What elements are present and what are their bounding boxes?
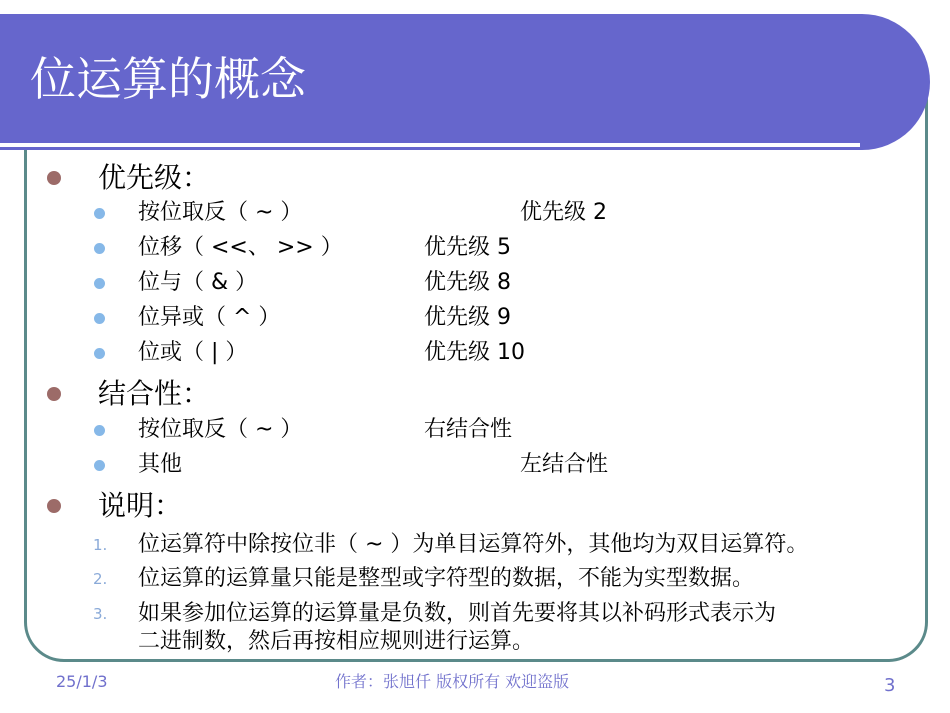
title-underline [0,143,860,147]
item-bullet [94,460,105,471]
footer-author: 作者：张旭仟 版权所有 欢迎盗版 [335,672,570,691]
precedence-op: 位移（ <<、 >> ） [138,235,343,260]
note-number: 1. [93,536,108,554]
precedence-value: 优先级 8 [424,270,511,295]
item-bullet [94,425,105,436]
note-number: 3. [93,605,108,623]
footer-date: 25/1/3 [56,672,108,691]
item-bullet [94,243,105,254]
precedence-op: 位异或（ ^ ） [138,305,281,330]
precedence-op: 位或（ | ） [138,340,248,365]
note-text: 如果参加位运算的运算量是负数，则首先要将其以补码形式表示为 [138,601,777,626]
note-number: 2. [93,570,108,588]
section-bullet [47,499,61,513]
associativity-value: 左结合性 [520,452,609,477]
precedence-op: 位与（ & ） [138,270,258,295]
slide-title: 位运算的概念 [30,52,306,106]
section-bullet [47,171,61,185]
item-bullet [94,278,105,289]
precedence-value: 优先级 10 [424,340,525,365]
precedence-value: 优先级 2 [520,200,607,225]
item-bullet [94,208,105,219]
section-heading-notes: 说明： [98,489,183,522]
associativity-op: 其他 [138,452,183,477]
title-band [0,14,930,150]
precedence-value: 优先级 9 [424,305,511,330]
item-bullet [94,348,105,359]
section-heading-associativity: 结合性： [98,377,211,410]
associativity-value: 右结合性 [424,417,513,442]
note-text-continued: 二进制数，然后再按相应规则进行运算。 [138,629,535,654]
section-bullet [47,387,61,401]
precedence-op: 按位取反（ ~ ） [138,200,303,225]
section-heading-precedence: 优先级： [98,161,211,194]
note-text: 位运算的运算量只能是整型或字符型的数据，不能为实型数据。 [138,566,755,591]
note-text: 位运算符中除按位非（ ~ ）为单目运算符外，其他均为双目运算符。 [138,532,809,557]
page-number: 3 [884,675,896,696]
precedence-value: 优先级 5 [424,235,511,260]
item-bullet [94,313,105,324]
associativity-op: 按位取反（ ~ ） [138,417,303,442]
